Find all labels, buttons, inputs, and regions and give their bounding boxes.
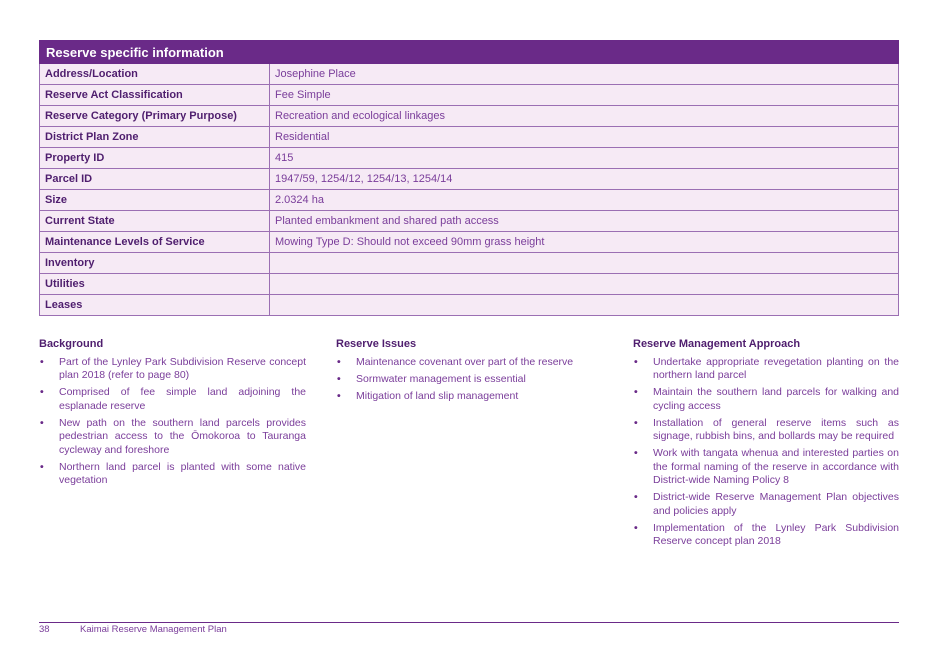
table-row — [40, 232, 899, 253]
table-row — [40, 211, 899, 232]
list-item-text: Work with tangata whenua and interested parties on the formal naming of the reserve in accordance with District-wide Naming Policy 8 — [653, 447, 899, 486]
list-item — [39, 461, 306, 488]
list-item-text: Implementation of the Lynley Park Subdivision Reserve concept plan 2018 — [653, 521, 899, 547]
row-label: Maintenance Levels of Service — [40, 232, 270, 253]
management-approach-section — [633, 338, 899, 552]
row-label: Address/Location — [40, 64, 270, 85]
list-item-text: Comprised of fee simple land adjoining the esplanade reserve — [59, 386, 306, 412]
bullet-icon: • — [634, 416, 638, 429]
bullet-icon: • — [40, 355, 44, 368]
section-heading: Background — [39, 338, 104, 350]
list-item — [39, 356, 306, 383]
row-value: Mowing Type D: Should not exceed 90mm grass height — [270, 232, 899, 253]
table-row — [40, 148, 899, 169]
row-label: Parcel ID — [40, 169, 270, 190]
table-row — [40, 274, 899, 295]
row-value — [270, 295, 899, 316]
bullet-icon: • — [634, 355, 638, 368]
section-heading: Reserve Management Approach — [633, 338, 801, 350]
row-value: 2.0324 ha — [270, 190, 899, 211]
list-item — [39, 417, 306, 458]
row-value — [270, 253, 899, 274]
row-value: Residential — [270, 127, 899, 148]
reserve-info-table — [39, 40, 899, 316]
list-item-text: Undertake appropriate revegetation planting on the northern land parcel — [653, 355, 899, 381]
list-item — [336, 390, 596, 404]
table-row — [40, 190, 899, 211]
row-value: 415 — [270, 148, 899, 169]
bullet-icon: • — [337, 355, 341, 368]
bullet-icon: • — [337, 372, 341, 385]
list-item — [633, 522, 899, 549]
approach-list — [633, 356, 899, 549]
background-section — [39, 338, 306, 491]
list-item-text: Northern land parcel is planted with some native vegetation — [59, 460, 306, 486]
page-number: 38 — [39, 624, 50, 635]
row-label: Property ID — [40, 148, 270, 169]
reserve-issues-section — [336, 338, 596, 407]
row-label: Reserve Category (Primary Purpose) — [40, 106, 270, 127]
bullet-icon: • — [634, 447, 638, 459]
bullet-icon: • — [634, 491, 638, 503]
table-row — [40, 295, 899, 316]
list-item-text: Maintain the southern land parcels for walking and cycling access — [653, 386, 899, 412]
footer-divider — [39, 622, 899, 623]
list-item — [633, 356, 899, 383]
list-item-text: New path on the southern land parcels provides pedestrian access to the Ōmokoroa to Tauranga cycleway and foreshore — [59, 416, 306, 456]
row-label: Reserve Act Classification — [40, 85, 270, 106]
table-row — [40, 106, 899, 127]
list-item — [336, 356, 596, 370]
table-row — [40, 169, 899, 190]
list-item-text: Installation of general reserve items such as signage, rubbish bins, and bollards may be required — [653, 416, 899, 442]
bullet-icon: • — [337, 389, 341, 402]
row-value: Planted embankment and shared path access — [270, 211, 899, 232]
table-row — [40, 64, 899, 85]
list-item — [39, 386, 306, 413]
table-row — [40, 85, 899, 106]
row-value: 1947/59, 1254/12, 1254/13, 1254/14 — [270, 169, 899, 190]
footer-doc-title: Kaimai Reserve Management Plan — [80, 624, 227, 635]
bullet-icon: • — [40, 460, 44, 473]
section-heading: Reserve Issues — [336, 338, 417, 350]
row-value: Fee Simple — [270, 85, 899, 106]
list-item-text: District-wide Reserve Management Plan objectives and policies apply — [653, 491, 899, 517]
list-item — [633, 447, 899, 488]
row-label: Current State — [40, 211, 270, 232]
row-label: Inventory — [40, 253, 270, 274]
bullet-icon: • — [634, 521, 638, 534]
row-label: Utilities — [40, 274, 270, 295]
list-item — [336, 373, 596, 387]
list-item-text: Sormwater management is essential — [356, 372, 526, 385]
row-value: Josephine Place — [270, 64, 899, 85]
row-value: Recreation and ecological linkages — [270, 106, 899, 127]
row-value — [270, 274, 899, 295]
list-item — [633, 491, 899, 518]
table-row — [40, 253, 899, 274]
list-item-text: Mitigation of land slip management — [356, 389, 519, 402]
table-title: Reserve specific information — [40, 41, 899, 64]
list-item — [633, 386, 899, 413]
row-label: Size — [40, 190, 270, 211]
issues-list — [336, 356, 596, 404]
bullet-icon: • — [634, 386, 638, 398]
background-list — [39, 356, 306, 488]
list-item — [633, 417, 899, 444]
row-label: District Plan Zone — [40, 127, 270, 148]
bullet-icon: • — [40, 416, 44, 429]
list-item-text: Part of the Lynley Park Subdivision Reserve concept plan 2018 (refer to page 80) — [59, 355, 306, 381]
row-label: Leases — [40, 295, 270, 316]
bullet-icon: • — [40, 386, 44, 398]
list-item-text: Maintenance covenant over part of the reserve — [356, 355, 574, 368]
table-row — [40, 127, 899, 148]
